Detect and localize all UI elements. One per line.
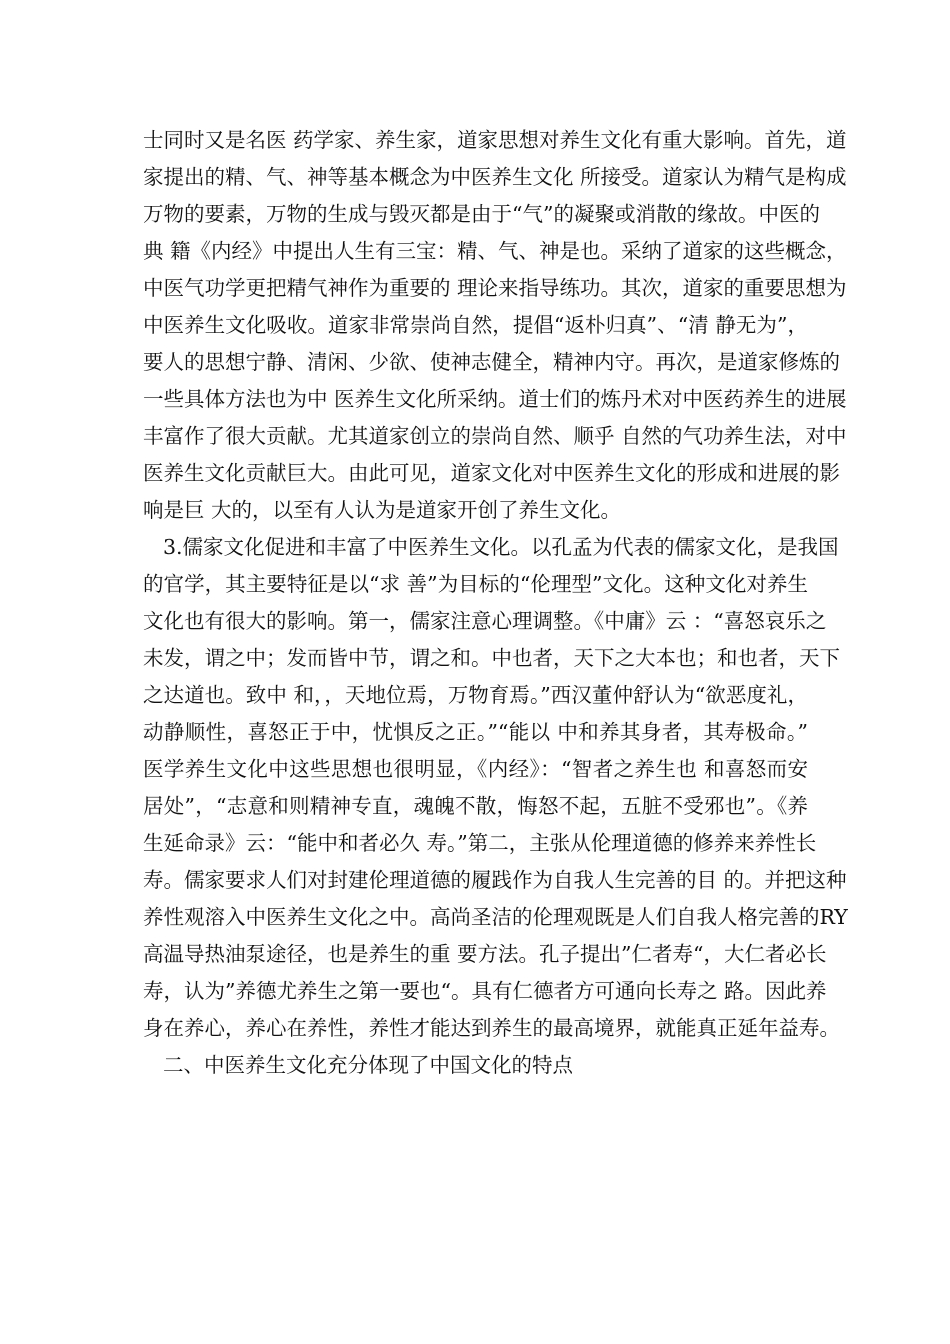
text-line: 二、中医养生文化充分体现了中国文化的特点 [163,1053,573,1077]
text-line: 养性观溶入中医养生文化之中。高尚圣洁的伦理观既是人们自我人格完善的RY [143,905,848,929]
text-line: 中医养生文化吸收。道家非常崇尚自然，提倡“返朴归真”、“清 静无为”， [143,313,808,337]
text-line: 寿。儒家要求人们对封建伦理道德的履践作为自我人生完善的目 的。并把这种 [143,868,847,892]
text-line: 动静顺性，喜怒正于中，忧惧反之正。”“能以 中和养其身者，其寿极命。” [143,720,808,744]
text-line: 典 籍《内经》中提出人生有三宝：精、气、神是也。采纳了道家的这些概念， [143,239,847,263]
text-line: 寿，认为”养德尤养生之第一要也“。具有仁德者方可通向长寿之 路。因此养 [143,979,827,1003]
section-heading [143,1047,808,1084]
text-line: 的官学，其主要特征是以“求 善”为目标的“伦理型”文化。这种文化对养生 [143,572,808,596]
text-line: 中医气功学更把精气神作为重要的 理论来指导练功。其次，道家的重要思想为 [143,276,847,300]
text-line: 高温导热油泵途径，也是养生的重 要方法。孔子提出”仁者寿“，大仁者必长 [143,942,827,966]
text-line: 未发，谓之中；发而皆中节，谓之和。中也者，天下之大本也；和也者，天下 [143,646,840,670]
document-page [143,122,848,1084]
text-line: 医养生文化贡献巨大。由此可见，道家文化对中医养生文化的形成和进展的影 [143,461,840,485]
text-line: 响是巨 大的，以至有人认为是道家开创了养生文化。 [143,498,622,522]
paragraph-daoist-influence [143,122,847,529]
text-line: 要人的思想宁静、清闲、少欲、使神志健全，精神内守。再次，是道家修炼的 [143,350,840,374]
text-line: 身在养心，养心在养性，养性才能达到养生的最高境界，就能真正延年益寿。 [143,1016,840,1040]
text-line: 丰富作了很大贡献。尤其道家创立的崇尚自然、顺乎 自然的气功养生法，对中 [143,424,847,448]
text-line: 医学养生文化中这些思想也很明显，《内经》：“智者之养生也 和喜怒而安 [143,757,808,781]
text-line: 一些具体方法也为中 医养生文化所采纳。道士们的炼丹术对中医药养生的进展 [143,387,847,411]
text-line: 家提出的精、气、神等基本概念为中医养生文化 所接受。道家认为精气是构成 [143,165,847,189]
text-line: 生延命录》云：“能中和者必久 寿。”第二，主张从伦理道德的修养来养性长 [143,831,817,855]
text-line: 文化也有很大的影响。第一，儒家注意心理调整。《中庸》云 ：“喜怒哀乐之 [143,609,827,633]
text-line: 之达道也。致中 和，，天地位焉，万物育焉。”西汉董仲舒认为“欲恶度礼， [143,683,808,707]
paragraph-confucian-culture [143,529,848,1047]
text-line: 士同时又是名医 药学家、养生家，道家思想对养生文化有重大影响。首先，道 [143,128,847,152]
text-line: 3.儒家文化促进和丰富了中医养生文化。以孔孟为代表的儒家文化，是我国 [163,535,839,559]
text-line: 居处”，“志意和则精神专直，魂魄不散，悔怒不起，五脏不受邪也”。《养 [143,794,808,818]
text-line: 万物的要素，万物的生成与毁灭都是由于“气”的凝聚或消散的缘故。中医的 [143,202,820,226]
